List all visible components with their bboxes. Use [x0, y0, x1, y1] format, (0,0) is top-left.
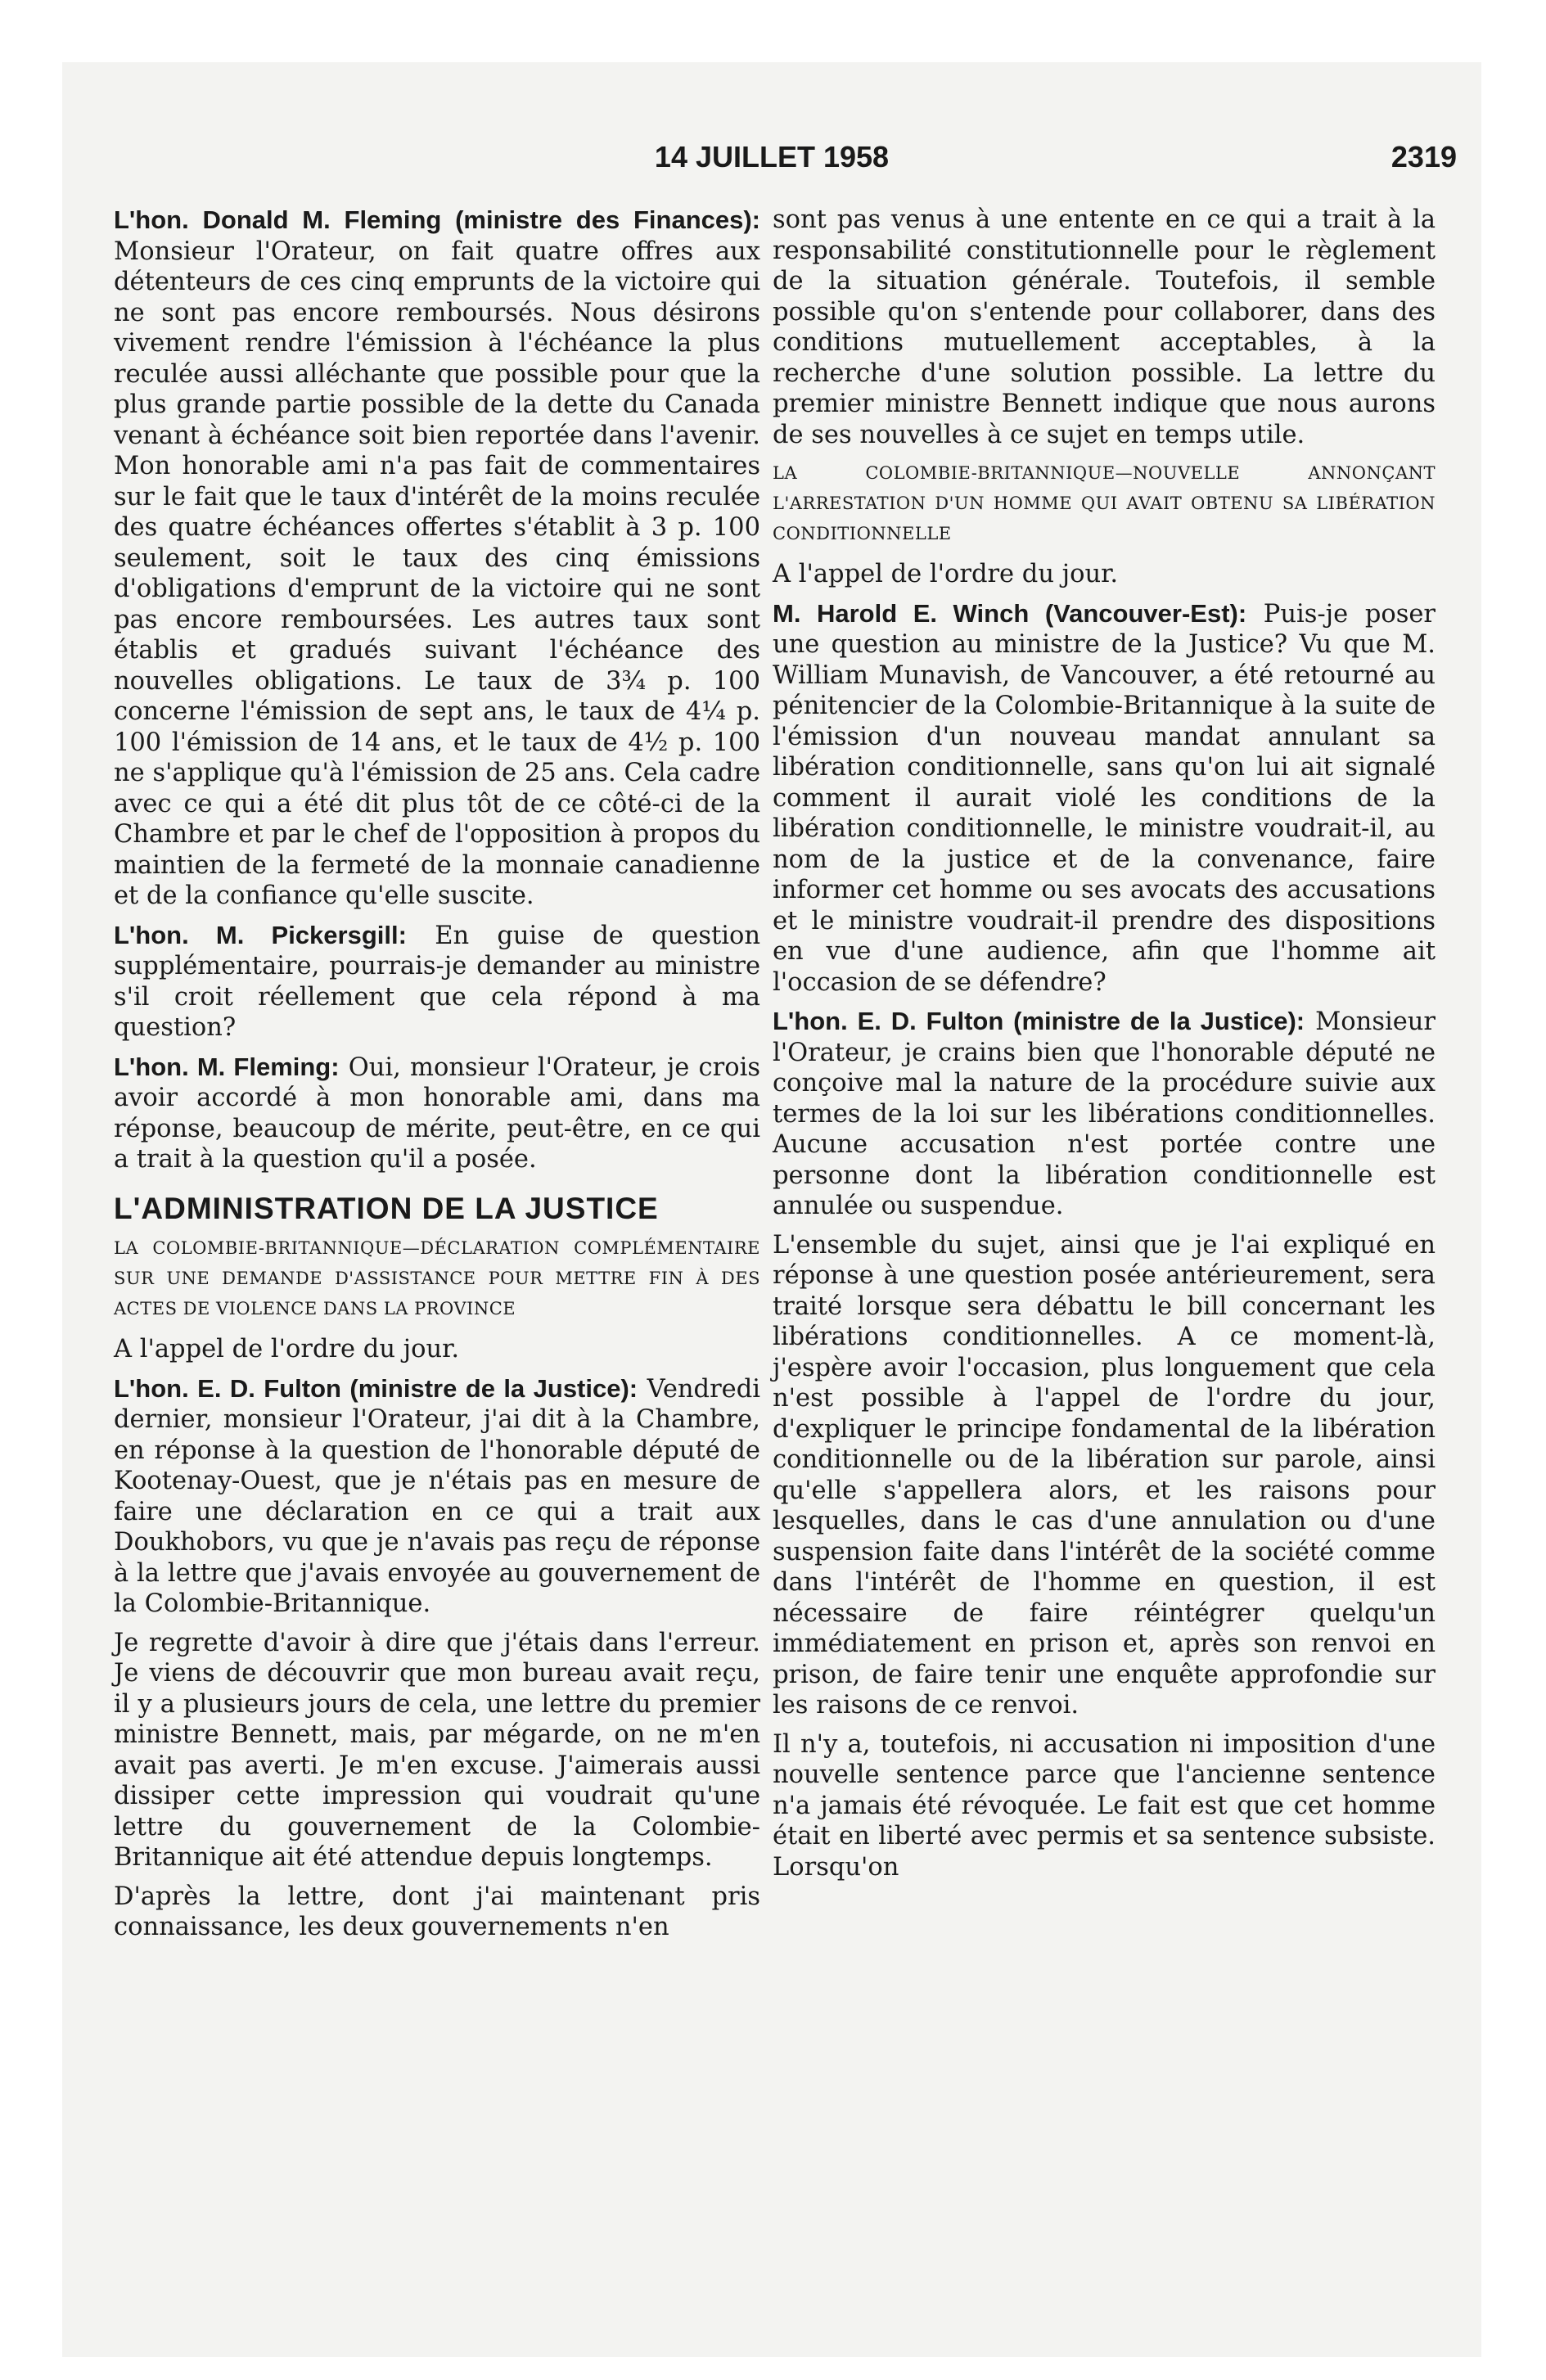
order-call: A l'appel de l'ordre du jour.: [773, 560, 1119, 588]
paragraph: [114, 1373, 760, 1620]
paragraph: Je regrette d'avoir à dire que j'étais dans l'erreur. Je viens de découvrir que mon bureau avait reçu, il y a plusieurs jours de cela, une lettre du premier ministre Bennett, mais, par mégarde, on ne m'en avait pas averti. Je m'en excuse. J'aimerais aussi dissiper cette impression qui voudrait qu'une lettre du gouvernement de la Colombie-Britannique ait été attendue depuis longtemps.: [114, 1628, 760, 1872]
paragraph: D'après la lettre, dont j'ai maintenant pris connaissance, les deux gouvernements n'en: [114, 1882, 760, 1941]
paragraph: Il n'y a, toutefois, ni accusation ni imposition d'une nouvelle sentence parce que l'ancienne sentence n'a jamais été révoquée. Le fait est que cet homme était en liberté avec permis et sa sentence subsiste. Lorsqu'on: [773, 1729, 1436, 1882]
page-number: 2319: [1390, 140, 1457, 174]
paragraph-text: Oui, monsieur l'Orateur, je crois avoir accordé à mon honorable ami, dans ma réponse, beaucoup de mérite, peut-être, en ce qui a trait à la question qu'il a posée.: [114, 1053, 760, 1174]
subheading: LA COLOMBIE-BRITANNIQUE—DÉCLARATION COMPLÉMENTAIRE SUR UNE DEMANDE D'ASSISTANCE POUR METTRE FIN À DES ACTES DE VIOLENCE DANS LA PROVINCE: [114, 1238, 760, 1318]
speaker-name: L'hon. M. Fleming:: [114, 1052, 340, 1081]
speaker-name: M. Harold E. Winch (Vancouver-Est):: [773, 598, 1247, 628]
speaker-name: L'hon. E. D. Fulton (ministre de la Justice):: [773, 1007, 1305, 1035]
paragraph-text: En guise de question supplémentaire, pourrais-je demander au ministre s'il croit réellement que cela répond à ma question?: [114, 921, 760, 1042]
paragraph: [773, 1006, 1436, 1222]
paragraph: [114, 1052, 760, 1175]
document-page: [62, 62, 1481, 2357]
paragraph: [114, 205, 760, 912]
section-heading: L'ADMINISTRATION DE LA JUSTICE: [114, 1191, 659, 1225]
paragraph: sont pas venus à une entente en ce qui a trait à la responsabilité constitutionnelle pour le règlement de la situation générale. Toutefois, il semble possible qu'on s'entende pour collaborer, dans des conditions mutuellement acceptables, à la recherche d'une solution possible. La lettre du premier ministre Bennett indique que nous aurons de ses nouvelles à ce sujet en temps utile.: [773, 205, 1436, 449]
paragraph: [773, 598, 1436, 998]
paragraph: L'ensemble du sujet, ainsi que je l'ai expliqué en réponse à une question posée antérieurement, sera traité lorsque sera débattu le bill concernant les libérations conditionnelles. A ce moment-là, j'espère avoir l'occasion, plus longuement que cela n'est possible à l'appel de l'ordre du jour, d'expliquer le principe fondamental de la libération conditionnelle ou de la libération sur parole, ainsi qu'elle s'appellera alors, et les raisons pour lesquelles, dans le cas d'une annulation ou d'une suspension faite dans l'intérêt de la société comme dans l'intérêt de l'homme en question, il est nécessaire de faire réintégrer quelqu'un immédiatement en prison et, après son renvoi en prison, de faire tenir une enquête approfondie sur les raisons de ce renvoi.: [773, 1230, 1436, 1720]
subheading: LA COLOMBIE-BRITANNIQUE—NOUVELLE ANNONÇANT L'ARRESTATION D'UN HOMME QUI AVAIT OBTENU SA LIBÉRATION CONDITIONNELLE: [773, 463, 1436, 543]
paragraph-text: Vendredi dernier, monsieur l'Orateur, j'ai dit à la Chambre, en réponse à la question de l'honorable député de Kootenay-Ouest, que je n'étais pas en mesure de faire une déclaration en ce qui a trait aux Doukhobors, vu que je n'avais pas reçu de réponse à la lettre que j'avais envoyée au gouvernement de la Colombie-Britannique.: [114, 1374, 760, 1618]
order-call: A l'appel de l'ordre du jour.: [114, 1335, 460, 1364]
speaker-name: L'hon. E. D. Fulton (ministre de la Justice):: [114, 1373, 638, 1403]
speaker-name: L'hon. Donald M. Fleming (ministre des Finances):: [114, 205, 760, 234]
paragraph-text: Monsieur l'Orateur, je crains bien que l'honorable député ne conçoive mal la nature de la procédure suivie aux termes de la loi sur les libérations conditionnelles. Aucune accusation n'est portée contre une personne dont la libération conditionnelle est annulée ou suspendue.: [773, 1007, 1436, 1220]
page-header: [62, 140, 1481, 189]
speaker-name: L'hon. M. Pickersgill:: [114, 920, 407, 949]
header-date: 14 JUILLET 1958: [654, 140, 890, 174]
paragraph-text: Monsieur l'Orateur, on fait quatre offres aux détenteurs de ces cinq emprunts de la victoire qui ne sont pas encore remboursés. Nous désirons vivement rendre l'émission à l'échéance la plus reculée aussi alléchante que possible pour que la plus grande partie possible de la dette du Canada venant à échéance soit bien reportée dans l'avenir. Mon honorable ami n'a pas fait de commentaires sur le fait que le taux d'intérêt de la moins reculée des quatre échéances offertes s'établit à 3 p. 100 seulement, soit le taux des cinq émissions d'obligations d'emprunt de la victoire qui ne sont pas encore remboursées. Les autres taux sont établis et gradués suivant l'échéance des nouvelles obligations. Le taux de 3¾ p. 100 concerne l'émission de sept ans, le taux de 4¼ p. 100 l'émission de 14 ans, et le taux de 4½ p. 100 ne s'applique qu'à l'émission de 25 ans. Cela cadre avec ce qui a été dit plus tôt de ce côté-ci de la Chambre et par le chef de l'opposition à propos du maintien de la fermeté de la monnaie canadienne et de la confiance qu'elle suscite.: [114, 237, 760, 910]
left-column: [114, 205, 760, 1951]
paragraph-text: Puis-je poser une question au ministre de la Justice? Vu que M. William Munavish, de Vancouver, a été retourné au pénitencier de la Colombie-Britannique à la suite de l'émission d'un nouveau mandat annulant sa libération conditionnelle, sans qu'on lui ait signalé comment il aurait violé les conditions de la libération conditionnelle, le ministre voudrait-il, au nom de la justice et de la convenance, faire informer cet homme ou ses avocats des accusations et le ministre voudrait-il prendre des dispositions en vue d'une audience, afin que l'homme ait l'occasion de se défendre?: [773, 599, 1436, 997]
right-column: [773, 205, 1436, 1891]
paragraph: [114, 920, 760, 1044]
